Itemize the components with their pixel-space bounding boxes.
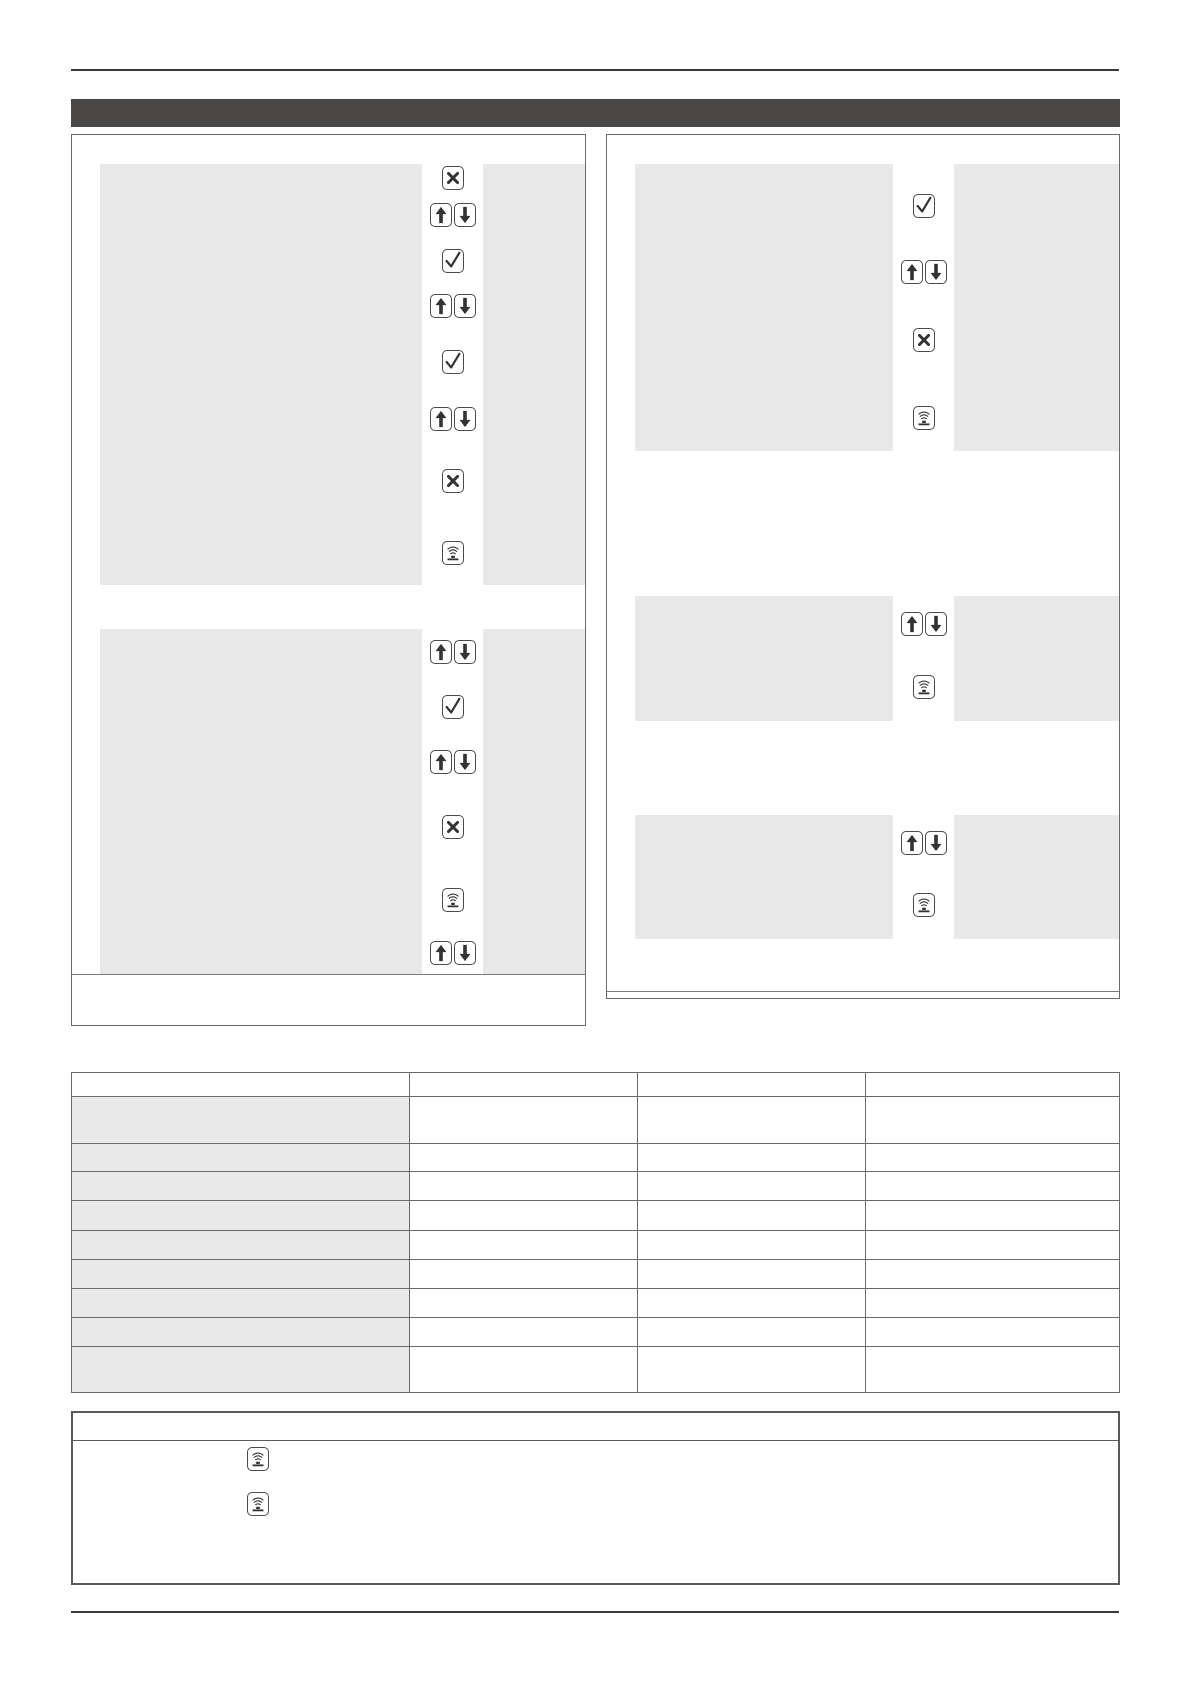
spec-cell [72,1201,410,1231]
spec-cell [638,1347,866,1393]
spec-cell [866,1172,1120,1201]
step-result [954,652,1119,721]
step-number [72,327,100,396]
step-key [422,285,483,327]
step-key [893,815,954,871]
section-header-band [71,99,1120,127]
left-step-row [72,786,585,869]
up-arrow-icon [430,750,452,774]
step-number [607,384,635,451]
step-key [893,296,954,384]
spec-cell [410,1318,638,1347]
step-instruction [100,164,422,192]
spec-cell [866,1231,1120,1260]
spec-cell [410,1347,638,1393]
spec-cell [866,1260,1120,1289]
spec-column-header [410,1073,638,1097]
step-number [607,815,635,871]
spec-cell [410,1201,638,1231]
spec-cell [72,1144,410,1172]
step-key [422,237,483,285]
step-instruction [100,441,422,520]
transmit-key-icon [247,1492,269,1516]
spec-cell [72,1289,410,1318]
spec-cell [410,1231,638,1260]
spec-row [72,1260,1120,1289]
spec-cell [866,1097,1120,1144]
step-number [72,285,100,327]
spec-row [72,1144,1120,1172]
right-procedure-table [606,134,1120,999]
step-instruction [100,396,422,441]
left-step-row [72,738,585,787]
step-instruction [100,285,422,327]
down-arrow-icon [454,294,476,318]
left-step-row [72,931,585,975]
spec-row [72,1201,1120,1231]
right-note-row [607,939,1119,992]
step-key [893,871,954,939]
spec-cell [638,1172,866,1201]
spec-cell [72,1231,410,1260]
step-key [422,164,483,192]
step-instruction [100,629,422,675]
transmit-key-icon [913,675,935,699]
left-step-row [72,285,585,328]
right-step-row [607,247,1119,297]
step-result [954,164,1119,247]
step-instruction [635,815,893,871]
transmit-key-icon [442,888,464,912]
step-number [72,738,100,786]
step-instruction [635,247,893,296]
check-key-icon [442,695,464,719]
step-result [954,296,1119,384]
spec-cell [638,1201,866,1231]
down-arrow-icon [454,941,476,965]
spec-cell [72,1318,410,1347]
step-result [954,596,1119,652]
step-number [607,247,635,296]
step-number [72,786,100,868]
up-down-arrow-keys-icon [901,831,947,855]
left-table-title-row [72,135,585,165]
step-instruction [635,652,893,721]
left-step-row [72,327,585,397]
spec-column-header [638,1073,866,1097]
right-step-row [607,596,1119,653]
step-result [483,868,585,931]
up-down-arrow-keys-icon [430,203,476,227]
spec-cell [72,1260,410,1289]
check-key-icon [913,194,935,218]
step-result [483,786,585,868]
step-key [422,931,483,974]
spec-cell [866,1201,1120,1231]
up-down-arrow-keys-icon [430,941,476,965]
step-instruction [100,786,422,868]
down-arrow-icon [454,407,476,431]
specification-table [71,1072,1120,1393]
step-instruction [100,237,422,285]
step-result [483,192,585,237]
note-box-header [73,1413,1118,1441]
step-number [72,192,100,237]
step-result [483,675,585,738]
spec-header-row [72,1073,1120,1097]
step-instruction [100,931,422,974]
right-step-row [607,871,1119,940]
spec-cell [410,1097,638,1144]
step-number [72,396,100,441]
step-key [422,629,483,675]
check-key-icon [442,350,464,374]
up-down-arrow-keys-icon [430,294,476,318]
spec-cell [72,1347,410,1393]
step-result [954,384,1119,451]
right-note-row [607,451,1119,538]
up-down-arrow-keys-icon [430,407,476,431]
step-key [422,327,483,396]
left-step-row [72,520,585,586]
step-number [72,441,100,520]
note-item-1 [247,1447,269,1476]
spec-cell [638,1144,866,1172]
transmit-key-icon [247,1447,269,1471]
spec-cell [410,1144,638,1172]
left-step-row [72,675,585,739]
step-number [607,164,635,247]
step-result [483,285,585,327]
spec-cell [638,1318,866,1347]
left-step-row [72,237,585,286]
step-result [483,629,585,675]
step-key [422,738,483,786]
bottom-rule [71,1611,1119,1613]
step-number [607,652,635,721]
spec-cell [866,1347,1120,1393]
down-arrow-icon [454,640,476,664]
step-number [72,931,100,974]
step-number [607,596,635,652]
step-instruction [635,871,893,939]
step-result [954,815,1119,871]
step-key [422,868,483,931]
transmit-key-icon [913,893,935,917]
right-step-row [607,384,1119,452]
step-key [422,786,483,868]
left-note-row [72,585,585,630]
left-step-row [72,164,585,193]
right-step-row [607,652,1119,722]
spec-row [72,1347,1120,1393]
step-result [954,247,1119,296]
top-rule [71,69,1119,71]
up-arrow-icon [430,294,452,318]
step-instruction [100,192,422,237]
step-result [483,327,585,396]
spec-cell [866,1144,1120,1172]
step-key [422,441,483,520]
step-number [607,296,635,384]
step-key [422,192,483,237]
step-instruction [635,596,893,652]
spec-cell [410,1289,638,1318]
x-key-icon [442,815,464,839]
step-result [483,164,585,192]
right-step-row [607,296,1119,385]
step-number [72,520,100,585]
left-step-row [72,192,585,238]
spec-cell [72,1172,410,1201]
step-number [72,868,100,931]
spec-cell [866,1318,1120,1347]
right-table-title-row [607,135,1119,165]
check-key-icon [442,249,464,273]
step-instruction [635,384,893,451]
spec-row [72,1172,1120,1201]
down-arrow-icon [925,612,947,636]
step-instruction [100,327,422,396]
spec-row [72,1097,1120,1144]
spec-column-header [72,1073,410,1097]
up-down-arrow-keys-icon [430,750,476,774]
up-arrow-icon [430,640,452,664]
up-down-arrow-keys-icon [901,260,947,284]
step-number [72,164,100,192]
step-number [72,629,100,675]
step-result [954,871,1119,939]
spec-cell [638,1097,866,1144]
transmit-key-icon [913,406,935,430]
step-key [893,652,954,721]
x-key-icon [442,166,464,190]
step-key [422,675,483,738]
up-down-arrow-keys-icon [430,640,476,664]
down-arrow-icon [454,203,476,227]
up-arrow-icon [901,831,923,855]
up-arrow-icon [430,941,452,965]
right-note-row [607,721,1119,816]
right-note-row [607,537,1119,597]
up-arrow-icon [901,612,923,636]
spec-cell [638,1231,866,1260]
step-result [483,931,585,974]
left-step-row [72,441,585,521]
spec-row [72,1231,1120,1260]
left-step-row [72,868,585,932]
step-key [893,247,954,296]
step-number [72,675,100,738]
step-result [483,396,585,441]
right-step-row [607,815,1119,872]
up-down-arrow-keys-icon [901,612,947,636]
spec-cell [72,1097,410,1144]
spec-row [72,1289,1120,1318]
step-result [483,441,585,520]
step-result [483,738,585,786]
note-item-2 [247,1492,269,1521]
down-arrow-icon [454,750,476,774]
spec-cell [410,1260,638,1289]
step-number [607,871,635,939]
step-key [893,596,954,652]
step-key [422,520,483,585]
step-result [483,237,585,285]
spec-column-header [866,1073,1120,1097]
step-number [72,237,100,285]
spec-cell [866,1289,1120,1318]
spec-row [72,1318,1120,1347]
up-arrow-icon [430,203,452,227]
spec-cell [410,1172,638,1201]
step-result [483,520,585,585]
x-key-icon [913,328,935,352]
x-key-icon [442,469,464,493]
step-instruction [635,296,893,384]
note-box [71,1411,1120,1585]
step-key [893,164,954,247]
up-arrow-icon [430,407,452,431]
step-instruction [100,520,422,585]
transmit-key-icon [442,541,464,565]
left-step-row [72,629,585,676]
left-step-row [72,396,585,442]
step-instruction [635,164,893,247]
step-instruction [100,738,422,786]
up-arrow-icon [901,260,923,284]
down-arrow-icon [925,260,947,284]
step-key [893,384,954,451]
left-procedure-table [71,134,586,1026]
step-instruction [100,868,422,931]
step-instruction [100,675,422,738]
right-step-row [607,164,1119,248]
down-arrow-icon [925,831,947,855]
spec-cell [638,1260,866,1289]
step-key [422,396,483,441]
spec-cell [638,1289,866,1318]
